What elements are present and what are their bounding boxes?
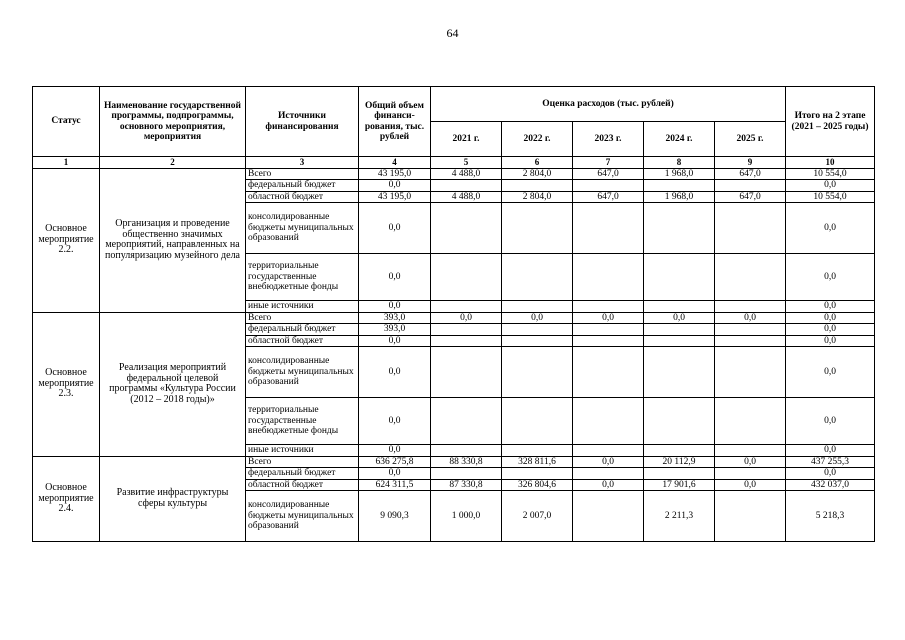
stage-total-amount: 0,0 (786, 398, 875, 445)
year-amount: 2 804,0 (502, 168, 573, 180)
stage-total-amount: 0,0 (786, 445, 875, 457)
column-number: 2 (100, 157, 246, 169)
funding-source: областной бюджет (246, 191, 359, 203)
table-row (33, 168, 875, 180)
header-year-2025: 2025 г. (715, 122, 786, 157)
year-amount (431, 347, 502, 398)
year-amount (573, 347, 644, 398)
year-amount (644, 398, 715, 445)
total-amount: 0,0 (359, 180, 431, 192)
year-amount (644, 468, 715, 480)
year-amount: 0,0 (573, 456, 644, 468)
total-amount: 0,0 (359, 335, 431, 347)
funding-source: федеральный бюджет (246, 324, 359, 336)
year-amount: 326 804,6 (502, 479, 573, 491)
year-amount (502, 398, 573, 445)
year-amount: 0,0 (573, 479, 644, 491)
table-header (33, 87, 875, 169)
funding-source: территориальные государственные внебюджетные фонды (246, 254, 359, 301)
year-amount (431, 203, 502, 254)
year-amount (715, 347, 786, 398)
year-amount (502, 335, 573, 347)
year-amount: 0,0 (502, 312, 573, 324)
year-amount (715, 491, 786, 542)
column-number: 9 (715, 157, 786, 169)
stage-total-amount: 0,0 (786, 335, 875, 347)
column-number: 7 (573, 157, 644, 169)
year-amount (431, 335, 502, 347)
column-numbers-row (33, 157, 875, 169)
group-status: Основное мероприятие 2.4. (33, 456, 100, 542)
total-amount: 0,0 (359, 445, 431, 457)
year-amount: 88 330,8 (431, 456, 502, 468)
group-name: Организация и проведение общественно значимых мероприятий, направленных на популяризацию музейного дела (100, 168, 246, 312)
funding-source: областной бюджет (246, 335, 359, 347)
funding-source: областной бюджет (246, 479, 359, 491)
stage-total-amount: 437 255,3 (786, 456, 875, 468)
group-status: Основное мероприятие 2.3. (33, 312, 100, 456)
total-amount: 0,0 (359, 301, 431, 313)
year-amount: 1 000,0 (431, 491, 502, 542)
year-amount: 87 330,8 (431, 479, 502, 491)
year-amount (573, 254, 644, 301)
year-amount (715, 203, 786, 254)
year-amount (715, 180, 786, 192)
year-amount (431, 324, 502, 336)
stage-total-amount: 0,0 (786, 324, 875, 336)
year-amount: 328 811,6 (502, 456, 573, 468)
header-year-2024: 2024 г. (644, 122, 715, 157)
year-amount (502, 468, 573, 480)
year-amount (644, 335, 715, 347)
year-amount (573, 324, 644, 336)
year-amount: 647,0 (715, 191, 786, 203)
year-amount (715, 398, 786, 445)
stage-total-amount: 432 037,0 (786, 479, 875, 491)
stage-total-amount: 0,0 (786, 347, 875, 398)
table-row (33, 312, 875, 324)
total-amount: 9 090,3 (359, 491, 431, 542)
header-status: Статус (33, 87, 100, 157)
funding-source: территориальные государственные внебюджетные фонды (246, 398, 359, 445)
header-total: Общий объем финанси-рования, тыс. рублей (359, 87, 431, 157)
year-amount (573, 491, 644, 542)
total-amount: 0,0 (359, 398, 431, 445)
year-amount (431, 445, 502, 457)
year-amount (644, 254, 715, 301)
year-amount (573, 468, 644, 480)
year-amount (502, 445, 573, 457)
stage-total-amount: 0,0 (786, 203, 875, 254)
total-amount: 624 311,5 (359, 479, 431, 491)
year-amount: 0,0 (715, 312, 786, 324)
year-amount: 17 901,6 (644, 479, 715, 491)
header-name: Наименование государственной программы, подпрограммы, основного мероприятия, мероприятия (100, 87, 246, 157)
total-amount: 0,0 (359, 203, 431, 254)
year-amount (573, 335, 644, 347)
year-amount (573, 445, 644, 457)
stage-total-amount: 10 554,0 (786, 191, 875, 203)
header-year-2022: 2022 г. (502, 122, 573, 157)
year-amount (715, 445, 786, 457)
year-amount (644, 180, 715, 192)
funding-source: иные источники (246, 445, 359, 457)
funding-source: федеральный бюджет (246, 468, 359, 480)
header-sources: Источники финансирования (246, 87, 359, 157)
year-amount: 0,0 (715, 479, 786, 491)
column-number: 10 (786, 157, 875, 169)
stage-total-amount: 0,0 (786, 301, 875, 313)
year-amount: 647,0 (573, 168, 644, 180)
funding-source: Всего (246, 456, 359, 468)
header-stage-total: Итого на 2 этапе (2021 – 2025 годы) (786, 87, 875, 157)
year-amount (431, 468, 502, 480)
total-amount: 0,0 (359, 347, 431, 398)
year-amount (431, 398, 502, 445)
year-amount (573, 301, 644, 313)
year-amount (573, 180, 644, 192)
budget-table (32, 86, 875, 542)
column-number: 6 (502, 157, 573, 169)
stage-total-amount: 10 554,0 (786, 168, 875, 180)
year-amount: 0,0 (573, 312, 644, 324)
year-amount: 0,0 (644, 312, 715, 324)
total-amount: 393,0 (359, 324, 431, 336)
column-number: 3 (246, 157, 359, 169)
stage-total-amount: 0,0 (786, 468, 875, 480)
year-amount (431, 301, 502, 313)
funding-source: Всего (246, 312, 359, 324)
group-name: Развитие инфраструктуры сферы культуры (100, 456, 246, 542)
year-amount (573, 203, 644, 254)
funding-source: консолидированные бюджеты муниципальных образований (246, 491, 359, 542)
year-amount: 0,0 (431, 312, 502, 324)
year-amount (502, 203, 573, 254)
year-amount: 647,0 (715, 168, 786, 180)
year-amount: 1 968,0 (644, 191, 715, 203)
year-amount: 647,0 (573, 191, 644, 203)
year-amount (573, 398, 644, 445)
column-number: 5 (431, 157, 502, 169)
group-status: Основное мероприятие 2.2. (33, 168, 100, 312)
year-amount (715, 324, 786, 336)
year-amount (715, 335, 786, 347)
year-amount (502, 254, 573, 301)
stage-total-amount: 0,0 (786, 312, 875, 324)
year-amount: 2 211,3 (644, 491, 715, 542)
year-amount (715, 301, 786, 313)
column-number: 8 (644, 157, 715, 169)
header-year-2021: 2021 г. (431, 122, 502, 157)
total-amount: 43 195,0 (359, 168, 431, 180)
year-amount (644, 301, 715, 313)
year-amount (502, 301, 573, 313)
funding-source: иные источники (246, 301, 359, 313)
year-amount (431, 254, 502, 301)
year-amount: 2 804,0 (502, 191, 573, 203)
year-amount (502, 324, 573, 336)
funding-source: консолидированные бюджеты муниципальных образований (246, 203, 359, 254)
total-amount: 43 195,0 (359, 191, 431, 203)
stage-total-amount: 0,0 (786, 180, 875, 192)
column-number: 4 (359, 157, 431, 169)
year-amount (715, 254, 786, 301)
table-body (33, 168, 875, 542)
year-amount (644, 347, 715, 398)
header-year-2023: 2023 г. (573, 122, 644, 157)
total-amount: 393,0 (359, 312, 431, 324)
funding-source: федеральный бюджет (246, 180, 359, 192)
year-amount (431, 180, 502, 192)
year-amount (502, 180, 573, 192)
year-amount (502, 347, 573, 398)
year-amount: 0,0 (715, 456, 786, 468)
table-row (33, 456, 875, 468)
header-estimate: Оценка расходов (тыс. рублей) (431, 87, 786, 122)
year-amount: 20 112,9 (644, 456, 715, 468)
funding-source: консолидированные бюджеты муниципальных образований (246, 347, 359, 398)
total-amount: 0,0 (359, 254, 431, 301)
year-amount: 2 007,0 (502, 491, 573, 542)
year-amount: 4 488,0 (431, 168, 502, 180)
year-amount (644, 203, 715, 254)
total-amount: 0,0 (359, 468, 431, 480)
year-amount (715, 468, 786, 480)
stage-total-amount: 0,0 (786, 254, 875, 301)
year-amount (644, 324, 715, 336)
group-name: Реализация мероприятий федеральной целевой программы «Культура России (2012 – 2018 годы)» (100, 312, 246, 456)
column-number: 1 (33, 157, 100, 169)
total-amount: 636 275,8 (359, 456, 431, 468)
funding-source: Всего (246, 168, 359, 180)
page-number: 64 (446, 26, 459, 40)
year-amount (644, 445, 715, 457)
stage-total-amount: 5 218,3 (786, 491, 875, 542)
year-amount: 4 488,0 (431, 191, 502, 203)
year-amount: 1 968,0 (644, 168, 715, 180)
